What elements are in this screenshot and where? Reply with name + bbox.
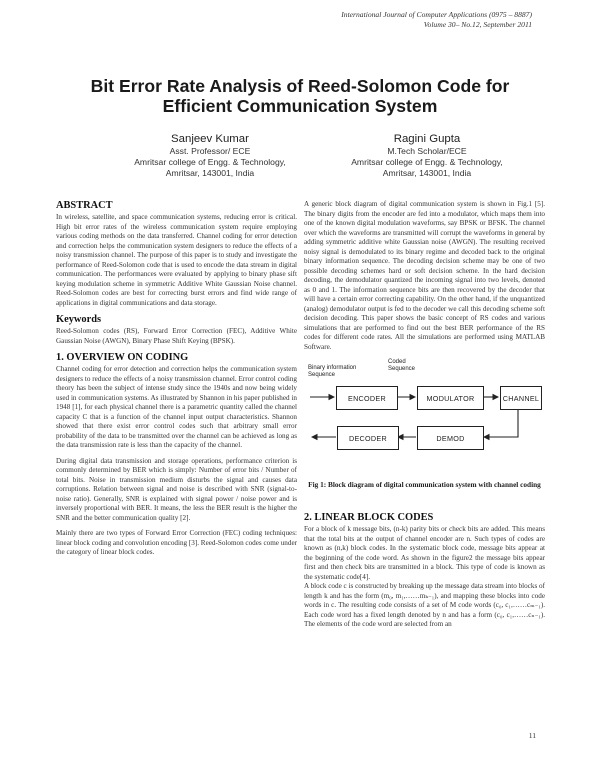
author-affiliation: Amritsar college of Engg. & Technology, bbox=[134, 156, 286, 167]
author-affiliation: Amritsar college of Engg. & Technology, bbox=[351, 156, 503, 167]
journal-header bbox=[341, 10, 532, 29]
intro-paragraph: A generic block diagram of digital communication system is shown in Fig.1 [5]. The binary digits from the encoder are fed into a modulator, which maps them into one of the known digital modulation waveforms, say BPSK or BFSK. The channel over which the waveforms are transmitted will corrupt the waveforms in general by adding symmetric additive white Gaussian noise (AWGN). The resulting received noisy signal is demodulated to its binary regime and decoded back to the original binary information sequence. The decoding decision scheme may be one of two possible decoding schemes hard or soft decision scheme. In the hard decision decoding, the demodulator quantized the incoming signal into two levels, denoted as 0 and 1. The information sequence bits are then recovered by the decoder that will have a certain error correcting capability. On the other hand, if the unquantized (analog) demodulator output is fed to the decoder we call this decoding scheme soft decision decoding. This paper shows the basic concept of RS codes and various simulations that are performed to find out the best BER performance of the RS codes for different code rates. All the simulations are performed using MATLAB Software. bbox=[304, 200, 545, 351]
demod-block: DEMOD bbox=[417, 426, 484, 450]
arrow-channel-demod bbox=[484, 409, 518, 437]
page-number: 11 bbox=[528, 731, 536, 740]
keywords-text: Reed-Solomon codes (RS), Forward Error Correction (FEC), Additive White Gaussian Noise (AWGN), Binary Phase Shift Keying (BPSK). bbox=[56, 327, 297, 345]
modulator-block: MODULATOR bbox=[417, 386, 484, 410]
label-binary-info: Binary information Sequence bbox=[308, 365, 357, 378]
channel-block: CHANNEL bbox=[500, 386, 542, 410]
author-block-2 bbox=[307, 132, 547, 178]
abstract-text: In wireless, satellite, and space communication systems, reducing error is critical. High bit error rates of the wireless communication system require employing various coding methods on the data transferred. Channel coding for error detection and correction helps the communication system designers to reduce the effects of a noisy transmission channel. The purpose of this paper is to study and investigate the performance of Reed-Solomon code that is used to encode the data stream in digital communication. The performances were evaluated by applying to binary phase sift keying modulation scheme in symmetric Additive White Gaussian Noise channel. Reed-Solomon codes are best for correcting burst errors and find wide range of applications in digital communications and data storage. bbox=[56, 213, 297, 307]
author-name: Sanjeev Kumar bbox=[171, 133, 249, 145]
abstract-heading: ABSTRACT bbox=[56, 200, 113, 211]
journal-line-2: Volume 30– No.12, September 2011 bbox=[423, 19, 532, 29]
block-diagram-figure bbox=[304, 358, 545, 506]
author-location: Amritsar, 143001, India bbox=[382, 167, 472, 178]
section-1-paragraph-3: Mainly there are two types of Forward Error Correction (FEC) coding techniques: linear block coding and convolution encoding [3]. Reed-Solomon codes come under the category of linear block codes. bbox=[56, 529, 297, 556]
decoder-block: DECODER bbox=[337, 426, 399, 450]
author-location: Amritsar, 143001, India bbox=[165, 167, 255, 178]
author-block-1 bbox=[90, 132, 330, 178]
section-1-paragraph-1: Channel coding for error detection and correction helps the communication system designers to reduce the effects of a noisy transmission channel. Error control coding theory has been the subject of intense study since the 1940s and now being widely used in communication systems. As illustrated by Shannon in his paper published in 1948 [1], for each physical channel there is a parametric quantity called the channel capacity C that is a function of the channel input output characteristics. Shannon showed that there exist error control codes such that arbitrary small error probability of the data to be transmitted over the channel can be achieved as long as the data transmission rate is less than the capacity of the channel. bbox=[56, 365, 297, 449]
title-line-2: Efficient Communication System bbox=[162, 96, 438, 116]
author-name: Ragini Gupta bbox=[393, 133, 461, 145]
section-1-heading: 1. OVERVIEW ON CODING bbox=[56, 352, 189, 363]
right-column bbox=[304, 200, 545, 630]
encoder-block: ENCODER bbox=[336, 386, 398, 410]
author-role: Asst. Professor/ ECE bbox=[169, 146, 251, 156]
section-2-heading: 2. LINEAR BLOCK CODES bbox=[304, 512, 434, 523]
section-2-paragraph-2: A block code c is constructed by breaking up the message data stream into blocks of length k and has the form (m₀, m₁,……mₖ₋₁), and mapping these blocks into code words in c. The resulting code consists of a set of M code words (c₀, c₁,……cₘ₋₁). Each code word has a fixed length denoted by n and has a form (c₀, c₁,……cₙ₋₁). The elements of the code word are selected from an bbox=[304, 582, 545, 628]
paper-title bbox=[40, 76, 560, 116]
keywords-heading: Keywords bbox=[56, 314, 102, 325]
title-line-1: Bit Error Rate Analysis of Reed-Solomon Code for bbox=[90, 76, 510, 96]
section-1-paragraph-2: During digital data transmission and storage operations, performance criterion is commonly determined by BER which is simply: Number of error bits / Number of total bits. Noise in transmission medium disturbs the signal and causes data corruptions. Relation between signal and noise is described with SNR (signal-to-noise ratio). Generally, SNR is explained with signal power / noise power and is inversely proportional with BER. It means, the less the BER result is the higher the SNR and the better communication quality [2]. bbox=[56, 456, 297, 522]
left-column bbox=[56, 200, 297, 558]
journal-line-1: International Journal of Computer Applications (0975 – 8887) bbox=[341, 10, 532, 19]
author-role: M.Tech Scholar/ECE bbox=[387, 146, 467, 156]
figure-caption: Fig 1: Block diagram of digital communication system with channel coding bbox=[308, 480, 541, 489]
section-2-paragraph-1: For a block of k message bits, (n-k) parity bits or check bits are added. This means that the total bits at the output of channel encoder are n. Such types of codes are known as (n,k) block codes. In the systematic block code, message bits appear at the beginning of the code word. As shown in the figure2 the message bits appear first and then check bits are transmitted in a block. This type of code is known as the systematic code[4]. bbox=[304, 525, 545, 581]
label-coded-sequence: Coded Sequence bbox=[388, 359, 416, 372]
